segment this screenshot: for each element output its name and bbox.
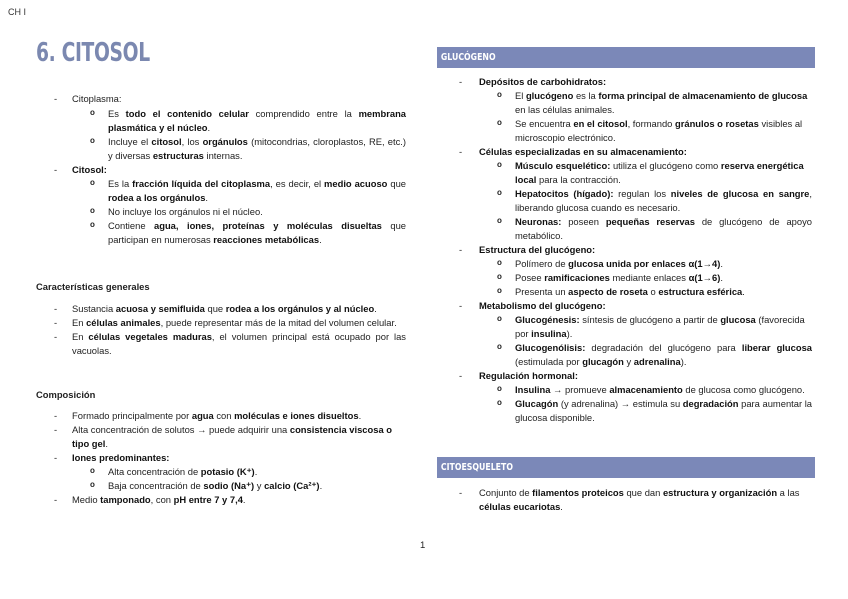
list-item: o Glucogénesis: síntesis de glucógeno a partir de glucosa (favorecida por insulina). xyxy=(437,313,812,341)
glucogeno-banner xyxy=(437,47,815,68)
list-item: o No incluye los orgánulos ni el núcleo. xyxy=(36,205,406,219)
list-item: o El glucógeno es la forma principal de almacenamiento de glucosa en las células animales. xyxy=(437,89,812,117)
list-item: o Hepatocitos (hígado): regulan los niveles de glucosa en sangre, liberando glucosa cuando es necesario. xyxy=(437,187,812,215)
list-item: o Insulina → promueve almacenamiento de glucosa como glucógeno. xyxy=(437,383,812,397)
list-item: o Músculo esquelético: utiliza el glucógeno como reserva energética local para la contracción. xyxy=(437,159,812,187)
list-item: - Conjunto de filamentos proteicos que dan estructura y organización a las células eucariotas. xyxy=(437,486,812,514)
citoesqueleto-banner xyxy=(437,457,815,478)
list-item: - Iones predominantes: xyxy=(36,451,406,465)
left-column xyxy=(36,92,406,507)
list-item: o Glucogenólisis: degradación del glucógeno para liberar glucosa (estimulada por glucagón y adrenalina). xyxy=(437,341,812,369)
glucogeno-list xyxy=(437,75,812,425)
list-item xyxy=(36,163,406,177)
citosol-label: Citosol: xyxy=(72,164,107,175)
list-item: - En células animales, puede representar más de la mitad del volumen celular. xyxy=(36,316,406,330)
list-item: - Medio tamponado, con pH entre 7 y 7,4. xyxy=(36,493,406,507)
list-item: o Polímero de glucosa unida por enlaces α(1→4). xyxy=(437,257,812,271)
citoesqueleto-section xyxy=(437,486,812,514)
page-number: 1 xyxy=(420,540,426,551)
list-item: o Contiene agua, iones, proteínas y moléculas disueltas que participan en numerosas reacciones metabólicas. xyxy=(36,219,406,247)
page-title: 6. CITOSOL xyxy=(36,38,150,68)
list-item: o Posee ramificaciones mediante enlaces α(1→6). xyxy=(437,271,812,285)
list-item: o Alta concentración de potasio (K⁺). xyxy=(36,465,406,479)
citoesqueleto-list xyxy=(437,486,812,514)
list-item: - Formado principalmente por agua con moléculas e iones disueltos. xyxy=(36,409,406,423)
list-item: - Regulación hormonal: xyxy=(437,369,812,383)
list-item: o Neuronas: poseen pequeñas reservas de glucógeno de apoyo metabólico. xyxy=(437,215,812,243)
list-item: - Alta concentración de solutos → puede adquirir una consistencia viscosa o tipo gel. xyxy=(36,423,406,451)
header-tag: CH I xyxy=(8,7,26,17)
right-column xyxy=(437,75,812,425)
list-item: - Metabolismo del glucógeno: xyxy=(437,299,812,313)
list-item: - Depósitos de carbohidratos: xyxy=(437,75,812,89)
list-item: - Células especializadas en su almacenamiento: xyxy=(437,145,812,159)
list-item: o Es todo el contenido celular comprendido entre la membrana plasmática y el núcleo. xyxy=(36,107,406,135)
caracteristicas-list xyxy=(36,302,406,358)
list-item xyxy=(36,92,406,106)
list-item: o Incluye el citosol, los orgánulos (mitocondrias, cloroplastos, RE, etc.) y diversas estructuras internas. xyxy=(36,135,406,163)
list-item: - En células vegetales maduras, el volumen principal está ocupado por las vacuolas. xyxy=(36,330,406,358)
composicion-list xyxy=(36,409,406,507)
composicion-heading: Composición xyxy=(36,389,96,400)
list-item: - Estructura del glucógeno: xyxy=(437,243,812,257)
list-item: o Presenta un aspecto de roseta o estructura esférica. xyxy=(437,285,812,299)
glucogeno-title: GLUCÓGENO xyxy=(440,52,496,63)
list-item: o Baja concentración de sodio (Na⁺) y calcio (Ca²⁺). xyxy=(36,479,406,493)
list-item: o Es la fracción líquida del citoplasma, es decir, el medio acuoso que rodea a los orgánulos. xyxy=(36,177,406,205)
list-item: o Glucagón (y adrenalina) → estimula su degradación para aumentar la glucosa disponible. xyxy=(437,397,812,425)
citoplasma-list xyxy=(36,92,406,247)
list-item: o Se encuentra en el citosol, formando gránulos o rosetas visibles al microscopio electrónico. xyxy=(437,117,812,145)
list-item: - Sustancia acuosa y semifluida que rodea a los orgánulos y al núcleo. xyxy=(36,302,406,316)
citoplasma-label: Citoplasma: xyxy=(72,93,122,104)
citoesqueleto-title: CITOESQUELETO xyxy=(440,462,513,473)
caracteristicas-heading: Características generales xyxy=(36,281,150,292)
